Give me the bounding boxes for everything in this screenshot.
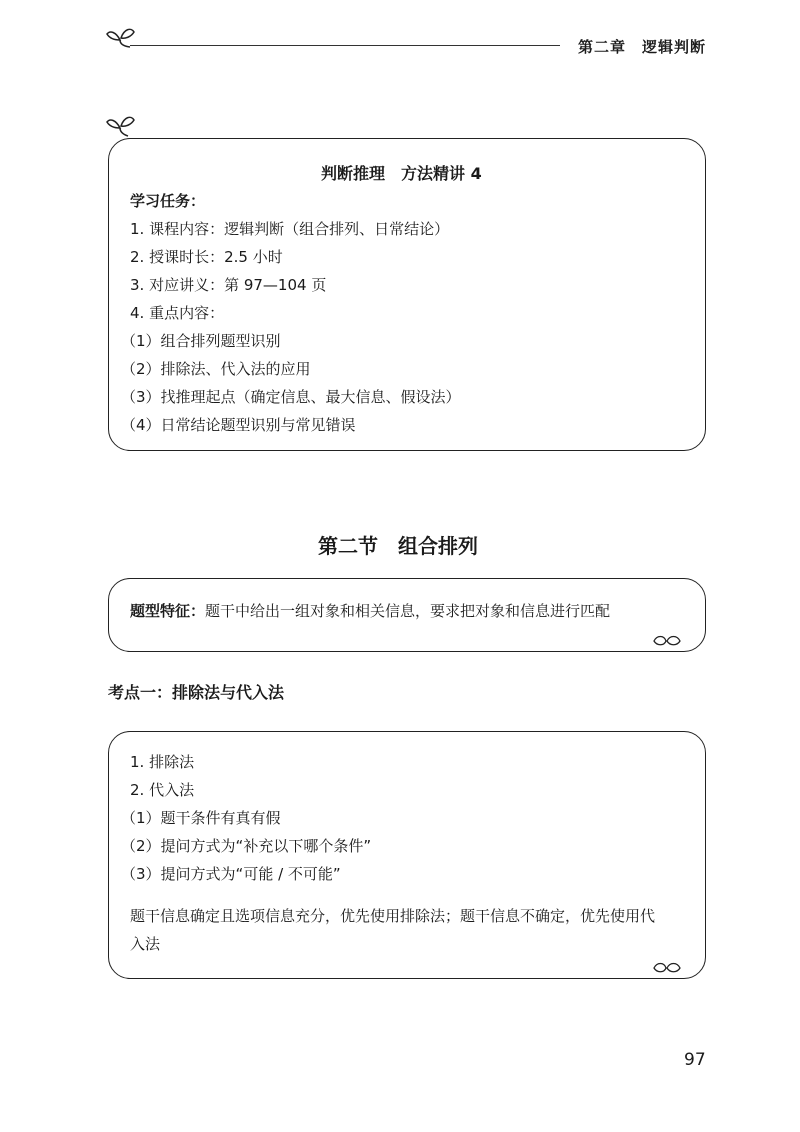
task-box-title: 判断推理 方法精讲 4 [321,164,482,183]
method-item: （3）提问方式为“可能 / 不可能” [121,865,341,883]
task-box [108,138,706,451]
method-note-line: 题干信息确定且选项信息充分，优先使用排除法；题干信息不确定，优先使用代 [130,907,656,925]
task-item: （4）日常结论题型识别与常见错误 [121,416,356,434]
task-label: 学习任务： [130,192,206,210]
task-item: 1. 课程内容：逻辑判断（组合排列、日常结论） [130,220,450,238]
method-item: （1）题干条件有真有假 [121,809,281,827]
task-item: （1）组合排列题型识别 [121,332,281,350]
task-item: 3. 对应讲义：第 97—104 页 [130,276,327,294]
method-note-line: 入法 [130,935,161,953]
method-box [108,731,706,979]
task-item: 2. 授课时长：2.5 小时 [130,248,283,266]
feature-label: 题型特征： [130,602,206,620]
feature-text: 题干中给出一组对象和相关信息，要求把对象和信息进行匹配 [205,602,611,620]
header-rule [130,45,560,46]
method-item: 1. 排除法 [130,753,195,771]
method-item: （2）提问方式为“补充以下哪个条件” [121,837,372,855]
double-leaf-icon [652,634,682,648]
double-leaf-icon [652,961,682,975]
task-item: 4. 重点内容： [130,304,225,322]
task-item: （3）找推理起点（确定信息、最大信息、假设法） [121,388,461,406]
chapter-title: 第二章 逻辑判断 [578,38,707,56]
page-number: 97 [684,1050,706,1070]
task-item: （2）排除法、代入法的应用 [121,360,311,378]
section-title: 第二节 组合排列 [318,534,478,558]
point-title: 考点一：排除法与代入法 [108,683,285,702]
feature-box [108,578,706,652]
feature-text-row [130,601,610,621]
sprout-icon [106,110,136,138]
method-item: 2. 代入法 [130,781,195,799]
